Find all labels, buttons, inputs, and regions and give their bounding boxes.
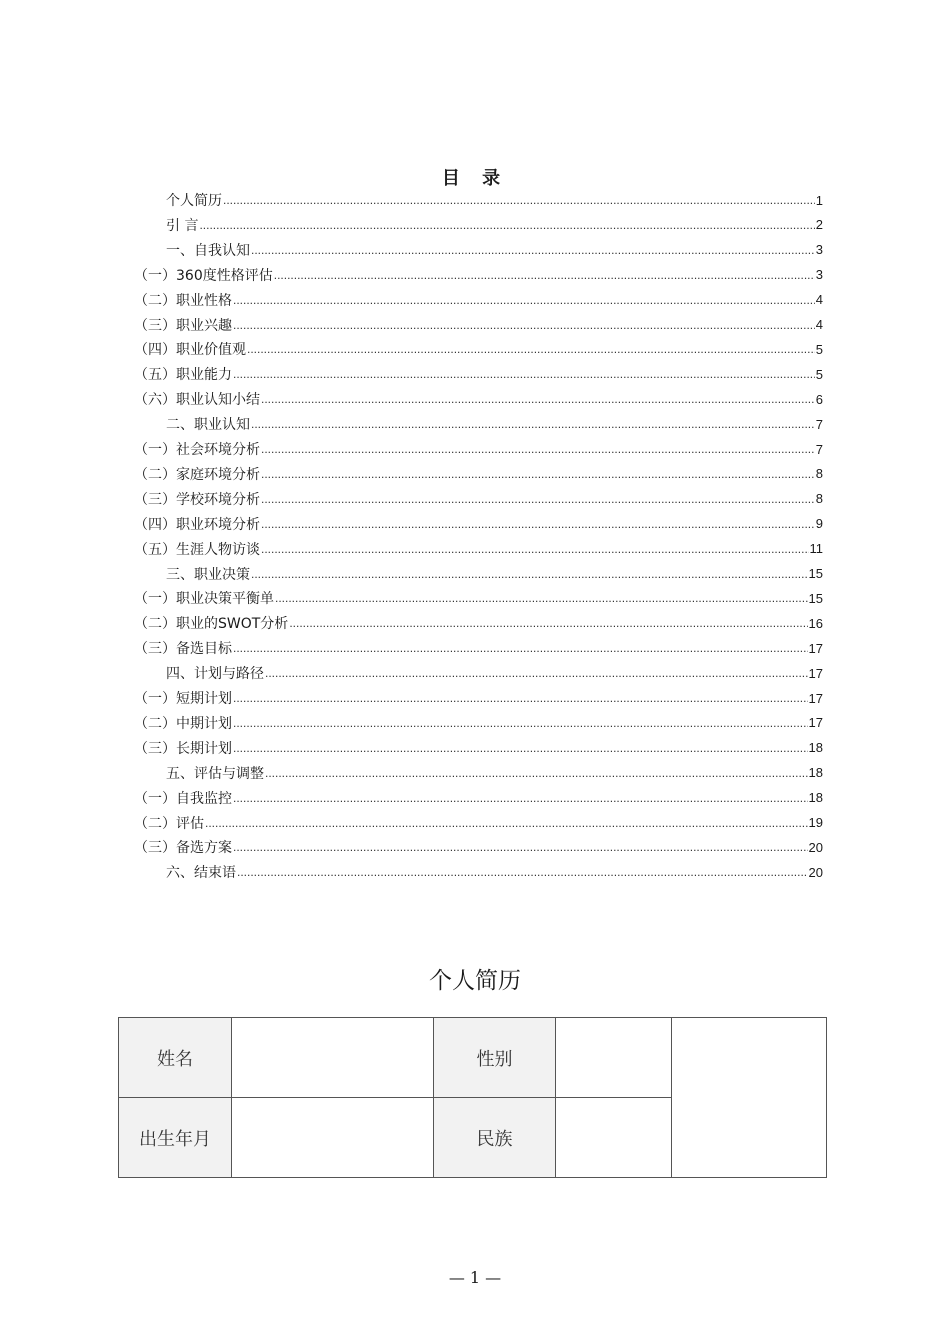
toc-entry-page: 5	[815, 341, 823, 357]
toc-entry-label: （一）360度性格评估	[134, 267, 273, 284]
gender-label: 性别	[434, 1018, 556, 1098]
toc-entry-page: 11	[809, 541, 823, 557]
resume-title: 个人简历	[429, 968, 521, 994]
toc-entry-label: 六、结束语	[166, 865, 236, 882]
toc-entry[interactable]	[134, 362, 823, 386]
toc-entry-label: （三）学校环境分析	[134, 491, 260, 508]
toc-entry[interactable]	[134, 636, 823, 660]
toc-entry-label: （三）备选方案	[134, 840, 232, 857]
toc-entry[interactable]	[134, 835, 823, 859]
toc-entry[interactable]	[166, 188, 823, 212]
toc-entry-label: （五）生涯人物访谈	[134, 541, 260, 558]
toc-entry-label: （四）职业环境分析	[134, 516, 260, 533]
toc-entry-page: 17	[808, 690, 823, 706]
toc-entry-page: 1	[815, 192, 823, 208]
toc-entry-page: 16	[808, 615, 823, 631]
toc-title: 目 录	[441, 168, 509, 189]
toc-entry[interactable]	[134, 811, 823, 835]
toc-entry[interactable]	[166, 238, 823, 262]
toc-entry-page: 17	[808, 640, 823, 656]
toc-leader-dots	[261, 392, 815, 411]
toc-entry-page: 19	[808, 815, 823, 830]
toc-entry[interactable]	[134, 711, 823, 735]
toc-entry-page: 3	[815, 267, 823, 283]
toc-entry[interactable]	[166, 412, 823, 436]
toc-entry-label: （一）短期计划	[134, 691, 232, 707]
toc-leader-dots	[261, 492, 815, 511]
toc-entry-page: 15	[808, 566, 823, 581]
toc-entry-label: （一）社会环境分析	[134, 442, 260, 458]
toc-leader-dots	[233, 741, 808, 760]
toc-entry-label: （六）职业认知小结	[134, 392, 260, 409]
name-value-cell[interactable]	[232, 1018, 434, 1098]
toc-entry[interactable]	[166, 761, 823, 785]
toc-entry-page: 7	[815, 441, 823, 457]
toc-leader-dots	[247, 342, 815, 361]
toc-entry[interactable]	[134, 437, 823, 461]
toc-entry-page: 8	[815, 491, 823, 507]
birth-label: 出生年月	[119, 1098, 232, 1178]
toc-leader-dots	[251, 567, 808, 586]
toc-entry-page: 18	[808, 765, 823, 781]
toc-leader-dots	[261, 517, 815, 536]
toc-leader-dots	[199, 218, 814, 237]
toc-leader-dots	[289, 616, 807, 635]
toc-leader-dots	[261, 442, 815, 461]
toc-entry-page: 9	[815, 516, 823, 532]
toc-leader-dots	[233, 367, 815, 386]
toc-entry[interactable]	[166, 213, 823, 237]
toc-entry-label: （三）备选目标	[134, 641, 232, 658]
toc-entry-page: 4	[815, 317, 823, 332]
toc-entry-page: 7	[815, 416, 823, 432]
toc-entry-label: 二、职业认知	[166, 417, 250, 434]
toc-leader-dots	[205, 816, 808, 835]
toc-leader-dots	[265, 766, 808, 785]
toc-entry[interactable]	[134, 537, 823, 561]
toc-entry-page: 20	[808, 839, 823, 855]
toc-entry-label: 五、评估与调整	[166, 765, 264, 782]
toc-entry-page: 15	[808, 590, 823, 606]
toc-entry-label: 三、职业决策	[166, 566, 250, 583]
toc-leader-dots	[251, 417, 815, 436]
toc-entry[interactable]	[134, 686, 823, 710]
toc-entry-label: （一）职业决策平衡单	[134, 591, 274, 608]
toc-entry-label: 四、计划与路径	[166, 666, 264, 683]
resume-table	[118, 1017, 827, 1178]
toc-entry-page: 17	[808, 715, 823, 731]
toc-leader-dots	[274, 268, 815, 287]
toc-entry[interactable]	[134, 512, 823, 536]
toc-entry-page: 3	[815, 242, 823, 258]
toc-entry[interactable]	[134, 387, 823, 411]
toc-leader-dots	[233, 691, 808, 710]
toc-leader-dots	[233, 791, 808, 810]
toc-leader-dots	[261, 467, 815, 486]
toc-entry-label: （二）职业的SWOT分析	[134, 616, 289, 633]
toc-entry[interactable]	[134, 313, 823, 337]
toc-entry-page: 6	[815, 391, 823, 407]
toc-entry[interactable]	[134, 786, 823, 810]
toc-leader-dots	[233, 293, 815, 312]
toc-leader-dots	[265, 666, 808, 685]
photo-cell[interactable]	[672, 1018, 827, 1178]
toc-entry-label: （三）职业兴趣	[134, 317, 232, 334]
toc-leader-dots	[275, 591, 808, 610]
toc-entry[interactable]	[134, 487, 823, 511]
toc-entry-label: 个人简历	[166, 193, 222, 209]
toc-leader-dots	[233, 716, 808, 735]
toc-entry-page: 2	[815, 217, 823, 233]
toc-entry-page: 18	[808, 740, 823, 756]
toc-leader-dots	[251, 243, 815, 262]
page-number: — 1 —	[448, 1268, 502, 1287]
toc-entry[interactable]	[166, 860, 823, 884]
toc-entry[interactable]	[134, 462, 823, 486]
toc-entry-label: （四）职业价值观	[134, 342, 246, 359]
toc-entry-label: 一、自我认知	[166, 242, 250, 259]
toc-entry-label: （一）自我监控	[134, 790, 232, 807]
toc-entry[interactable]	[134, 586, 823, 610]
toc-entry-label: （二）家庭环境分析	[134, 466, 260, 483]
toc-entry-label: （二）中期计划	[134, 715, 232, 732]
ethnicity-value-cell[interactable]	[556, 1098, 672, 1178]
toc-leader-dots	[233, 641, 808, 660]
ethnicity-label: 民族	[434, 1098, 556, 1178]
toc-entry-page: 8	[815, 466, 823, 482]
toc-entry-page: 5	[815, 366, 823, 382]
toc-entry[interactable]	[134, 288, 823, 312]
toc-entry-page: 4	[815, 292, 823, 308]
toc-entry-label: （二）评估	[134, 815, 204, 832]
toc-entry[interactable]	[134, 736, 823, 760]
toc-entry-label: （二）职业性格	[134, 292, 232, 309]
toc-entry[interactable]	[134, 611, 823, 635]
toc-entry[interactable]	[134, 337, 823, 361]
toc-entry[interactable]	[166, 661, 823, 685]
toc-entry-page: 18	[808, 790, 823, 806]
toc-entry[interactable]	[134, 263, 823, 287]
gender-value-cell[interactable]	[556, 1018, 672, 1098]
toc-entry-label: （三）长期计划	[134, 740, 232, 757]
toc-leader-dots	[223, 193, 815, 212]
toc-leader-dots	[233, 840, 808, 859]
toc-entry-page: 17	[808, 665, 823, 681]
toc-leader-dots	[237, 865, 808, 884]
toc-entry-label: 引 言	[166, 217, 199, 234]
toc-leader-dots	[261, 542, 809, 561]
toc-entry[interactable]	[166, 562, 823, 586]
birth-value-cell[interactable]	[232, 1098, 434, 1178]
name-label: 姓名	[119, 1018, 232, 1098]
toc-leader-dots	[233, 318, 815, 337]
toc-entry-page: 20	[808, 864, 823, 880]
toc-entry-label: （五）职业能力	[134, 367, 232, 384]
